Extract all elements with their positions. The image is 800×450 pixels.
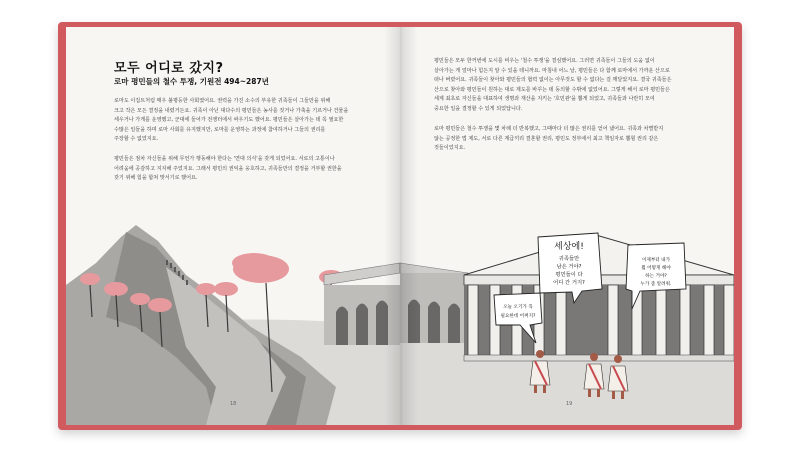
text-line: 떠나 버렸어요. 귀족들이 찾아와 평민들의 협력 없이는 아무것도 할 수 없다는 걸 깨달았지요. 결국 귀족들은 (434, 77, 672, 84)
bubble-center-line-4: 평민들이 다 (555, 272, 583, 278)
text-line: 크고 작은 모든 결정을 내렸거든요. 귀족이 아닌 대다수의 평민들은 농사를 짓거나 가축을 기르거나 건물을 (114, 107, 349, 114)
text-line: 산으로 찾아와 평민들이 원하는 대로 제도를 바꾸는 데 동의할 수밖에 없었어요. 그렇게 해서 로마 평민들은 (434, 86, 670, 93)
text-line: 평민들은 점차 자신들을 위해 무언가 행동해야 한다는 '연대 의식'을 갖게 되었어요. 서로의 고통이나 (114, 156, 335, 162)
left-paragraph-1 (114, 97, 364, 145)
bubble-center-line-3: 남은 거야? (556, 264, 582, 270)
text-line: 않는 공정한 법 제도, 서로 다른 계급끼리 결혼할 권리, 평민도 정부에서 최고 책임자로 뽑힐 권리 같은 (434, 135, 659, 142)
text-line: 것들이었지요. (434, 145, 466, 152)
text-line: 로마 평민들은 철수 투쟁을 몇 차례 더 반복했고, 그때마다 더 많은 권리를 얻어 냈어요. 귀족과 차별받지 (434, 126, 664, 132)
right-paragraph-2 (434, 125, 690, 154)
right-page (400, 27, 734, 425)
bubble-center-line-2: 귀족들만 (558, 256, 580, 262)
text-line: 평민들은 모두 한꺼번에 도시를 비우는 '철수 투쟁'을 결심했어요. 그러면 귀족들이 그들의 도움 없이 (434, 58, 655, 64)
text-line: 중요한 일을 결정할 수 있게 되었답니다. (434, 105, 523, 112)
text-line: 갖기 위해 힘을 합쳐 맞서기로 했어요. (114, 175, 198, 182)
text-line: 어려움에 공감하고 지지해 주었지요. 그래서 평민의 권익을 옹호하고, 귀족들만의 결정을 거부할 권한을 (114, 165, 342, 172)
text-line: 주장할 수 없었지요. (114, 136, 159, 143)
bubble-left-line-2: 필요한데 어쩌지? (500, 314, 536, 319)
page-subtitle: 로마 평민들의 철수 투쟁, 기원전 494~287년 (114, 77, 269, 86)
page-number-right: 19 (566, 401, 573, 407)
left-paragraph-2 (114, 155, 364, 184)
bubble-right-line-1: 이제부터 내가 (641, 258, 671, 263)
bubble-right-line-2: 뭘 어떻게 해야 (641, 266, 671, 271)
text-line: 수많은 일들을 하며 로마 사회를 유지했지만, 로마를 운영하는 과정에 참여하거나 그들의 권리를 (114, 126, 326, 133)
text-line: 살아가는 게 얼마나 힘든지 알 수 있을 테니까요. 마침내 어느 날, 평민들은 다 함께 로마에서 가까운 산으로 (434, 67, 670, 74)
bubble-right-line-3: 하는 거야? (645, 274, 667, 279)
text-line: 세계 최초로 자신들을 대표하여 생명과 재산을 지키는 '호민관'을 뽑게 되었고, 귀족들과 나란히 모여 (434, 96, 655, 103)
bubble-left-line-1: 오늘 오기가 꼭 (503, 305, 533, 310)
left-page (66, 27, 400, 425)
bubble-right-line-4: 누가 좀 알려줘. (640, 282, 672, 287)
bubble-center-line-5: 어디 간 거지? (553, 280, 585, 286)
right-paragraph-1 (434, 57, 690, 115)
text-line: 로마도 이집트처럼 매우 불평등한 사회였어요. 권력을 가진 소수의 부유한 귀족들이 그들만을 위해 (114, 98, 331, 104)
bubble-center-line-1: 세상에! (554, 242, 584, 252)
book-spread (66, 27, 734, 425)
page-number-left: 18 (230, 401, 237, 407)
page-title: 모두 어디로 갔지? (114, 61, 224, 76)
text-line: 세우거나 가게를 운영했고, 군대에 들어가 전쟁터에서 싸우기도 했어요. 평민들은 살아가는 데 꼭 필요한 (114, 117, 344, 124)
